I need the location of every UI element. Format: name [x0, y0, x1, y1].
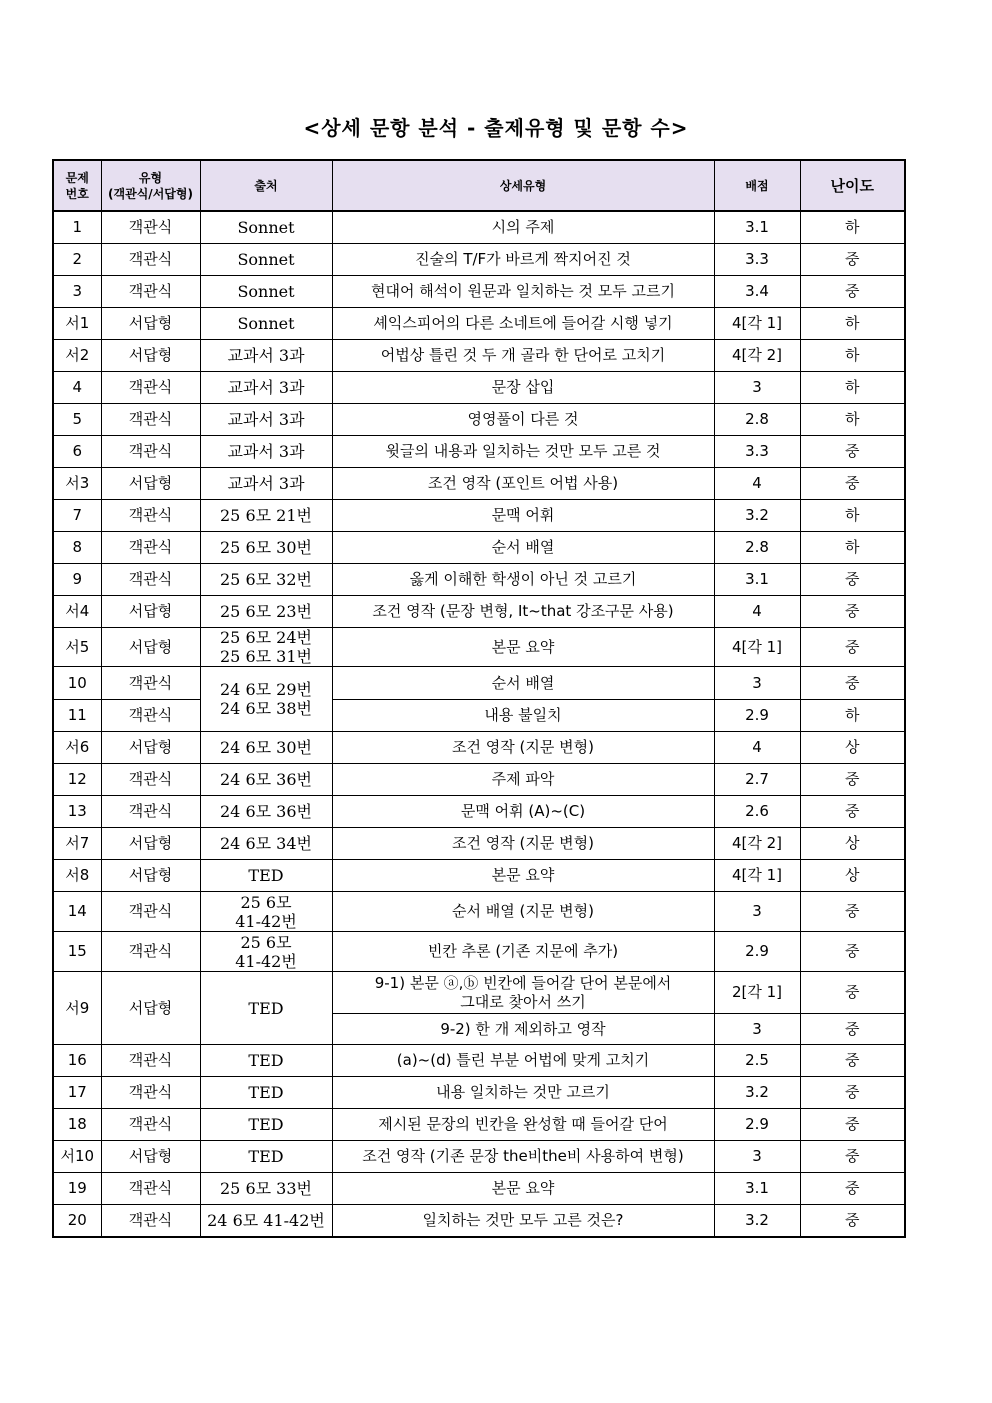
difficulty-cell: 중	[800, 1045, 905, 1077]
table-row	[53, 532, 905, 564]
number-cell: 서5	[53, 628, 101, 667]
detail-cell-line: 그대로 찾아서 쓰기	[460, 992, 586, 1011]
score-cell: 3.2	[714, 1077, 800, 1109]
number-cell: 2	[53, 244, 101, 276]
source-cell: 24 6모 41-42번	[200, 1205, 332, 1238]
table-row	[53, 372, 905, 404]
table-row	[53, 892, 905, 932]
difficulty-cell: 중	[800, 1173, 905, 1205]
type-cell: 객관식	[101, 211, 200, 244]
source-cell: 25 6모 21번	[200, 500, 332, 532]
source-cell: Sonnet	[200, 211, 332, 244]
type-cell: 객관식	[101, 1077, 200, 1109]
detail-cell: 내용 일치하는 것만 고르기	[332, 1077, 714, 1109]
difficulty-cell: 중	[800, 667, 905, 700]
type-cell: 객관식	[101, 1109, 200, 1141]
type-cell: 객관식	[101, 1173, 200, 1205]
type-cell: 객관식	[101, 276, 200, 308]
detail-cell: 제시된 문장의 빈칸을 완성할 때 들어갈 단어	[332, 1109, 714, 1141]
table-row	[53, 860, 905, 892]
source-cell: TED	[200, 972, 332, 1045]
source-cell: 교과서 3과	[200, 436, 332, 468]
source-cell: 25 6모 30번	[200, 532, 332, 564]
type-cell: 서답형	[101, 468, 200, 500]
table-row	[53, 1045, 905, 1077]
header-score: 배점	[714, 160, 800, 211]
type-cell: 객관식	[101, 764, 200, 796]
number-cell: 서3	[53, 468, 101, 500]
source-cell: 25 6모 23번	[200, 596, 332, 628]
table-row	[53, 700, 905, 732]
score-cell: 4	[714, 596, 800, 628]
source-cell-line: 24 6모 29번	[220, 680, 312, 699]
difficulty-cell: 하	[800, 500, 905, 532]
source-cell: 24 6모 34번	[200, 828, 332, 860]
table-row	[53, 276, 905, 308]
table-row	[53, 628, 905, 667]
header-source: 출처	[200, 160, 332, 211]
score-cell: 3.1	[714, 1173, 800, 1205]
table-row	[53, 308, 905, 340]
source-cell-line: 41-42번	[235, 911, 297, 931]
detail-cell: 순서 배열	[332, 667, 714, 700]
header-row	[53, 160, 905, 211]
table-row	[53, 1205, 905, 1238]
type-cell: 객관식	[101, 1205, 200, 1238]
detail-cell: (a)~(d) 틀린 부분 어법에 맞게 고치기	[332, 1045, 714, 1077]
difficulty-cell: 중	[800, 764, 905, 796]
table-row	[53, 796, 905, 828]
score-cell: 3	[714, 892, 800, 932]
detail-cell: 내용 불일치	[332, 700, 714, 732]
detail-cell: 문맥 어휘 (A)~(C)	[332, 796, 714, 828]
source-cell: 25 6모 32번	[200, 564, 332, 596]
detail-cell: 윗글의 내용과 일치하는 것만 모두 고른 것	[332, 436, 714, 468]
source-cell: TED	[200, 1109, 332, 1141]
difficulty-cell: 하	[800, 211, 905, 244]
difficulty-cell: 중	[800, 468, 905, 500]
detail-cell: 순서 배열 (지문 변형)	[332, 892, 714, 932]
source-cell-line: 25 6모	[240, 892, 292, 912]
difficulty-cell: 하	[800, 340, 905, 372]
source-cell: Sonnet	[200, 308, 332, 340]
detail-cell: 본문 요약	[332, 1173, 714, 1205]
number-cell: 20	[53, 1205, 101, 1238]
type-cell: 서답형	[101, 860, 200, 892]
type-cell: 객관식	[101, 372, 200, 404]
source-cell	[200, 628, 332, 667]
number-cell: 17	[53, 1077, 101, 1109]
detail-cell: 빈칸 추론 (기존 지문에 추가)	[332, 932, 714, 972]
number-cell: 16	[53, 1045, 101, 1077]
difficulty-cell: 상	[800, 860, 905, 892]
score-cell: 3	[714, 372, 800, 404]
number-cell: 13	[53, 796, 101, 828]
number-cell: 5	[53, 404, 101, 436]
number-cell: 서1	[53, 308, 101, 340]
detail-cell: 문장 삽입	[332, 372, 714, 404]
number-cell: 8	[53, 532, 101, 564]
difficulty-cell: 중	[800, 564, 905, 596]
type-cell: 서답형	[101, 340, 200, 372]
number-cell: 서6	[53, 732, 101, 764]
number-cell: 18	[53, 1109, 101, 1141]
source-cell: 교과서 3과	[200, 468, 332, 500]
difficulty-cell: 중	[800, 276, 905, 308]
score-cell: 3.2	[714, 1205, 800, 1238]
table-row	[53, 972, 905, 1014]
header-detail: 상세유형	[332, 160, 714, 211]
score-cell: 2[각 1]	[714, 972, 800, 1014]
score-cell: 3.1	[714, 211, 800, 244]
number-cell: 6	[53, 436, 101, 468]
score-cell: 3	[714, 667, 800, 700]
type-cell: 객관식	[101, 796, 200, 828]
source-cell: Sonnet	[200, 244, 332, 276]
detail-cell: 진술의 T/F가 바르게 짝지어진 것	[332, 244, 714, 276]
score-cell: 3	[714, 1141, 800, 1173]
detail-cell: 조건 영작 (지문 변형)	[332, 828, 714, 860]
difficulty-cell: 중	[800, 244, 905, 276]
number-cell: 서2	[53, 340, 101, 372]
number-cell: 서7	[53, 828, 101, 860]
type-cell: 서답형	[101, 308, 200, 340]
number-cell: 3	[53, 276, 101, 308]
score-cell: 2.8	[714, 404, 800, 436]
type-cell: 서답형	[101, 828, 200, 860]
type-cell: 서답형	[101, 972, 200, 1045]
detail-cell: 순서 배열	[332, 532, 714, 564]
detail-cell: 시의 주제	[332, 211, 714, 244]
number-cell: 1	[53, 211, 101, 244]
difficulty-cell: 중	[800, 796, 905, 828]
type-cell: 객관식	[101, 244, 200, 276]
difficulty-cell: 중	[800, 628, 905, 667]
table-row	[53, 596, 905, 628]
difficulty-cell: 상	[800, 732, 905, 764]
type-cell: 객관식	[101, 436, 200, 468]
score-cell: 2.9	[714, 932, 800, 972]
source-cell: 교과서 3과	[200, 340, 332, 372]
score-cell: 4	[714, 732, 800, 764]
type-cell: 객관식	[101, 700, 200, 732]
score-cell: 4[각 1]	[714, 860, 800, 892]
table-row	[53, 436, 905, 468]
difficulty-cell: 중	[800, 1014, 905, 1045]
source-cell: TED	[200, 1141, 332, 1173]
detail-cell: 일치하는 것만 모두 고른 것은?	[332, 1205, 714, 1238]
detail-cell-line: 9-1) 본문 ⓐ,ⓑ 빈칸에 들어갈 단어 본문에서	[374, 973, 672, 992]
table-row	[53, 932, 905, 972]
source-cell-line: 41-42번	[235, 951, 297, 971]
score-cell: 2.7	[714, 764, 800, 796]
detail-cell: 주제 파악	[332, 764, 714, 796]
number-cell: 15	[53, 932, 101, 972]
score-cell: 4[각 1]	[714, 308, 800, 340]
type-cell: 서답형	[101, 1141, 200, 1173]
score-cell: 3.1	[714, 564, 800, 596]
type-cell: 객관식	[101, 404, 200, 436]
number-cell: 7	[53, 500, 101, 532]
detail-cell: 본문 요약	[332, 628, 714, 667]
number-cell: 10	[53, 667, 101, 700]
table-row	[53, 211, 905, 244]
number-cell: 11	[53, 700, 101, 732]
detail-cell: 조건 영작 (포인트 어법 사용)	[332, 468, 714, 500]
detail-cell: 조건 영작 (기존 문장 the비the비 사용하여 변형)	[332, 1141, 714, 1173]
detail-cell: 조건 영작 (지문 변형)	[332, 732, 714, 764]
score-cell: 4[각 2]	[714, 340, 800, 372]
detail-cell: 본문 요약	[332, 860, 714, 892]
number-cell: 9	[53, 564, 101, 596]
page-title: <상세 문항 분석 - 출제유형 및 문항 수>	[303, 116, 689, 140]
type-cell: 서답형	[101, 596, 200, 628]
source-cell: 교과서 3과	[200, 372, 332, 404]
number-cell: 12	[53, 764, 101, 796]
number-cell: 서4	[53, 596, 101, 628]
header-type: 유형 (객관식/서답형)	[101, 160, 200, 211]
difficulty-cell: 중	[800, 1077, 905, 1109]
detail-cell: 영영풀이 다른 것	[332, 404, 714, 436]
source-cell-line: 25 6모 31번	[220, 647, 312, 666]
type-cell: 객관식	[101, 500, 200, 532]
table-row	[53, 244, 905, 276]
type-cell: 객관식	[101, 667, 200, 700]
header-number: 문제 번호	[53, 160, 101, 211]
score-cell: 4[각 1]	[714, 628, 800, 667]
number-cell: 4	[53, 372, 101, 404]
score-cell: 4[각 2]	[714, 828, 800, 860]
type-cell: 객관식	[101, 564, 200, 596]
source-cell-line: 25 6모 24번	[220, 628, 312, 647]
source-cell: TED	[200, 860, 332, 892]
difficulty-cell: 상	[800, 828, 905, 860]
table-row	[53, 1173, 905, 1205]
table-row	[53, 764, 905, 796]
score-cell: 3.3	[714, 436, 800, 468]
source-cell-line: 25 6모	[240, 932, 292, 952]
score-cell: 2.5	[714, 1045, 800, 1077]
source-cell: 24 6모 36번	[200, 796, 332, 828]
number-cell: 14	[53, 892, 101, 932]
table-row	[53, 828, 905, 860]
detail-cell: 현대어 해석이 원문과 일치하는 것 모두 고르기	[332, 276, 714, 308]
table-row	[53, 564, 905, 596]
analysis-table	[52, 159, 906, 1238]
type-cell: 서답형	[101, 628, 200, 667]
difficulty-cell: 하	[800, 308, 905, 340]
type-cell: 객관식	[101, 892, 200, 932]
score-cell: 2.9	[714, 700, 800, 732]
difficulty-cell: 중	[800, 596, 905, 628]
score-cell: 2.8	[714, 532, 800, 564]
score-cell: 3	[714, 1014, 800, 1045]
score-cell: 3.2	[714, 500, 800, 532]
type-cell: 서답형	[101, 732, 200, 764]
score-cell: 3.4	[714, 276, 800, 308]
source-cell: 25 6모 33번	[200, 1173, 332, 1205]
source-cell: TED	[200, 1045, 332, 1077]
source-cell: TED	[200, 1077, 332, 1109]
table-row	[53, 340, 905, 372]
source-cell: 교과서 3과	[200, 404, 332, 436]
table-row	[53, 500, 905, 532]
detail-cell	[332, 972, 714, 1014]
table-row	[53, 1141, 905, 1173]
difficulty-cell: 중	[800, 1141, 905, 1173]
difficulty-cell: 중	[800, 436, 905, 468]
number-cell: 서10	[53, 1141, 101, 1173]
source-cell	[200, 932, 332, 972]
source-cell	[200, 667, 332, 732]
table-row	[53, 468, 905, 500]
type-cell: 객관식	[101, 532, 200, 564]
source-cell: 24 6모 30번	[200, 732, 332, 764]
table-row	[53, 1077, 905, 1109]
header-difficulty: 난이도	[800, 160, 905, 211]
difficulty-cell: 하	[800, 372, 905, 404]
score-cell: 2.6	[714, 796, 800, 828]
difficulty-cell: 중	[800, 972, 905, 1014]
detail-cell: 조건 영작 (문장 변형, It~that 강조구문 사용)	[332, 596, 714, 628]
table-row	[53, 667, 905, 700]
difficulty-cell: 중	[800, 1205, 905, 1238]
detail-cell: 옳게 이해한 학생이 아닌 것 고르기	[332, 564, 714, 596]
number-cell: 19	[53, 1173, 101, 1205]
type-cell: 객관식	[101, 932, 200, 972]
number-cell: 서9	[53, 972, 101, 1045]
number-cell: 서8	[53, 860, 101, 892]
difficulty-cell: 중	[800, 932, 905, 972]
score-cell: 2.9	[714, 1109, 800, 1141]
source-cell	[200, 892, 332, 932]
table-row	[53, 732, 905, 764]
difficulty-cell: 하	[800, 404, 905, 436]
difficulty-cell: 하	[800, 532, 905, 564]
score-cell: 4	[714, 468, 800, 500]
difficulty-cell: 하	[800, 700, 905, 732]
type-cell: 객관식	[101, 1045, 200, 1077]
table-row	[53, 404, 905, 436]
detail-cell: 9-2) 한 개 제외하고 영작	[332, 1014, 714, 1045]
detail-cell: 셰익스피어의 다른 소네트에 들어갈 시행 넣기	[332, 308, 714, 340]
table-row	[53, 1109, 905, 1141]
source-cell: 24 6모 36번	[200, 764, 332, 796]
difficulty-cell: 중	[800, 1109, 905, 1141]
score-cell: 3.3	[714, 244, 800, 276]
detail-cell: 어법상 틀린 것 두 개 골라 한 단어로 고치기	[332, 340, 714, 372]
difficulty-cell: 중	[800, 892, 905, 932]
detail-cell: 문맥 어휘	[332, 500, 714, 532]
source-cell: Sonnet	[200, 276, 332, 308]
source-cell-line: 24 6모 38번	[220, 699, 312, 718]
